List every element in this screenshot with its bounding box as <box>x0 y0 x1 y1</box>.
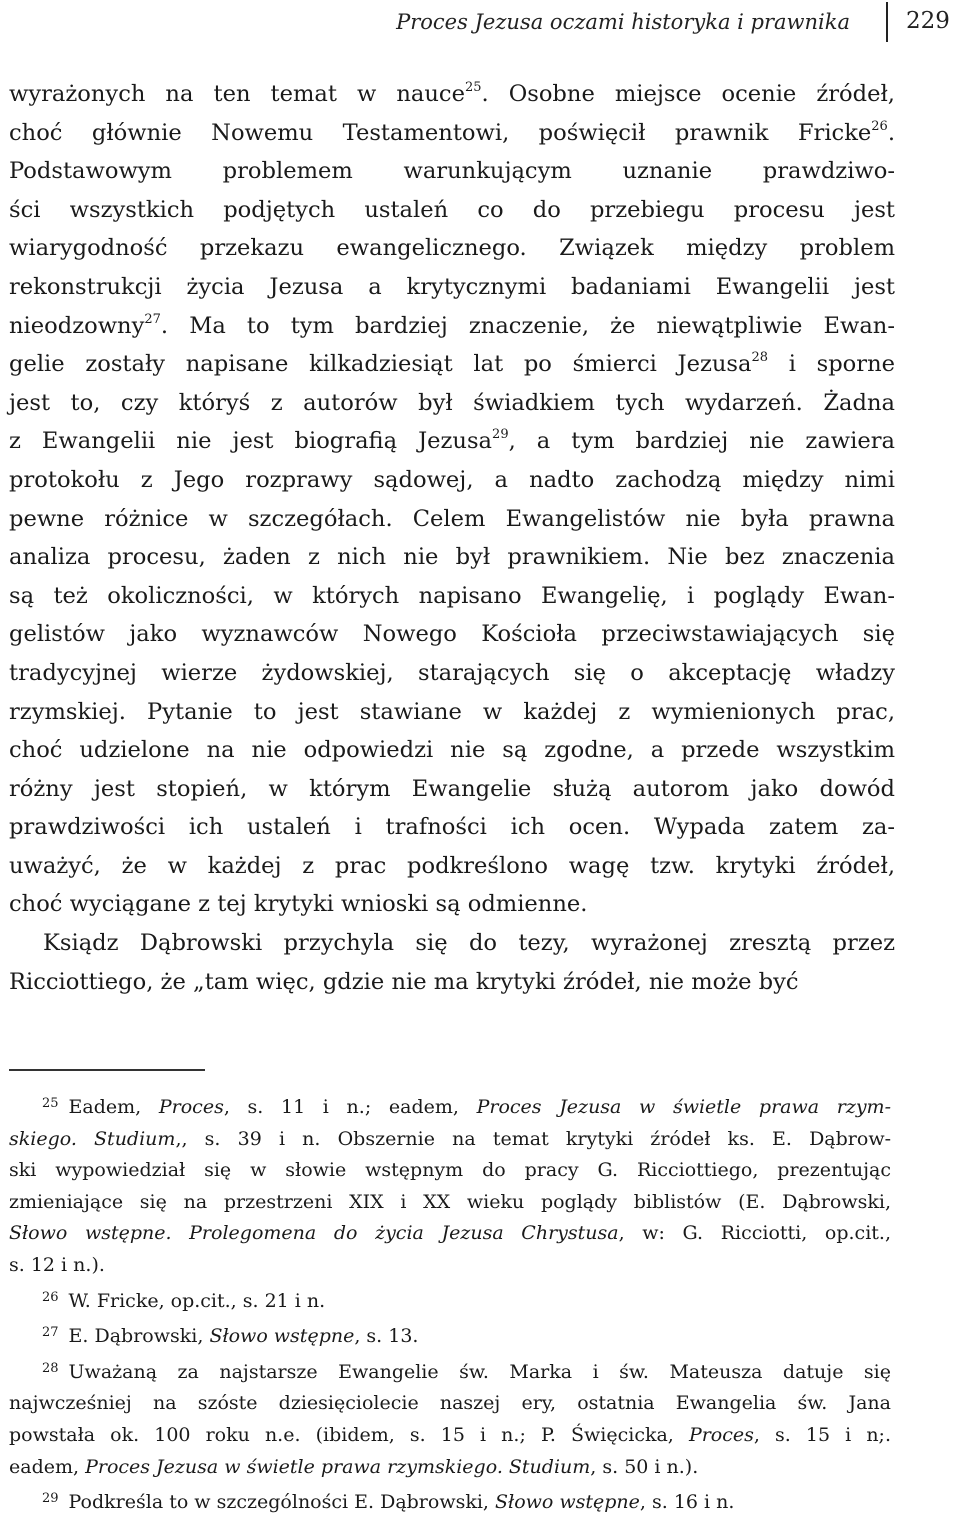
footnote <box>9 1092 891 1282</box>
footnote-line <box>9 1357 891 1389</box>
text-run: eadem, <box>9 1455 86 1478</box>
running-title: Proces Jezusa oczami historyka i prawnika <box>396 10 850 34</box>
body-line <box>9 770 895 809</box>
text-run: Podstawowym problemem warunkującym uznanie prawdziwo- <box>9 158 895 185</box>
header-divider <box>886 2 888 42</box>
text-run: ści wszystkich podjętych ustaleń co do przebiegu procesu jest <box>9 196 895 223</box>
text-run: ,, s. 39 i n. Obszernie na temat krytyki źródeł ks. E. Dąbrow- <box>175 1127 892 1150</box>
footnote-line <box>9 1155 891 1187</box>
italic-title: Proces Jezusa w świetle prawa rzymskiego. Studium <box>85 1455 591 1478</box>
body-line <box>9 75 895 114</box>
body-line <box>9 114 895 153</box>
text-run: , s. 11 i n.; eadem, <box>223 1096 477 1118</box>
italic-title: Proces <box>688 1423 754 1446</box>
body-line <box>9 847 895 886</box>
italic-title: skiego. Studium <box>9 1127 176 1150</box>
body-line <box>9 654 895 693</box>
footnote <box>9 1357 891 1483</box>
text-run: , s. 16 i n. <box>639 1491 735 1514</box>
footnote-reference: 27 <box>144 311 161 327</box>
text-run: powstała ok. 100 roku n.e. (ibidem, s. 15 i n.; P. Święcicka, <box>9 1423 689 1446</box>
text-run: , a tym bardziej nie zawiera <box>508 428 895 455</box>
body-line <box>9 693 895 732</box>
body-line <box>9 615 895 654</box>
footnote-reference: 29 <box>492 427 509 443</box>
text-run: W. Fricke, op.cit., s. 21 i n. <box>68 1289 326 1312</box>
text-run: protokołu z Jego rozprawy sądowej, a nadto zachodzą między nimi <box>9 466 895 493</box>
page-header <box>0 0 960 48</box>
text-run: Ksiądz Dąbrowski przychyla się do tezy, wyrażonej zresztą przez <box>43 930 895 957</box>
text-run: prawdziwości ich ustaleń i trafności ich ocen. Wypada zatem za- <box>9 814 895 841</box>
text-run: choć głównie Nowemu Testamentowi, poświęcił prawnik Fricke <box>9 119 872 146</box>
footnote-line <box>9 1420 891 1452</box>
footnote-reference: 26 <box>871 118 888 134</box>
text-run: pewne różnice w szczegółach. Celem Ewangelistów nie była prawna <box>9 505 895 532</box>
text-run: Ricciottiego, że „tam więc, gdzie nie ma krytyki źródeł, nie może być <box>9 968 799 995</box>
text-run: nieodzowny <box>9 312 145 339</box>
text-run: gelistów jako wyznawców Nowego Kościoła przeciwstawiających się <box>9 621 895 648</box>
body-line <box>9 268 895 307</box>
footnote-separator <box>9 1069 205 1071</box>
text-run: choć wyciągane z tej krytyki wnioski są odmienne. <box>9 891 588 918</box>
body-line <box>9 191 895 230</box>
text-run: , s. 13. <box>354 1325 419 1348</box>
footnote <box>9 1321 891 1353</box>
text-run: gelie zostały napisane kilkadziesiąt lat po śmierci Jezusa <box>9 351 752 378</box>
body-line <box>9 885 895 924</box>
text-run: i sporne <box>768 351 895 378</box>
text-run: , s. 50 i n.). <box>590 1455 699 1478</box>
footnote-line <box>9 1092 891 1124</box>
text-run: jest to, czy któryś z autorów był świadkiem tych wydarzeń. Żadna <box>9 389 895 416</box>
body-line <box>9 345 895 384</box>
footnote-line <box>9 1321 891 1353</box>
text-run: s. 12 i n.). <box>9 1253 105 1276</box>
footnote-line <box>9 1124 891 1156</box>
body-line <box>9 963 895 1002</box>
footnote-line <box>9 1187 891 1219</box>
text-run: rzymskiej. Pytanie to jest stawiane w każdej z wymienionych prac, <box>9 698 895 725</box>
footnote-number: 29 <box>42 1491 59 1507</box>
footnote-number: 25 <box>42 1096 59 1111</box>
footnote-number: 27 <box>42 1325 59 1341</box>
footnote-number: 26 <box>42 1289 59 1305</box>
body-line <box>9 924 895 963</box>
body-line <box>9 152 895 191</box>
body-line <box>9 538 895 577</box>
body-line <box>9 461 895 500</box>
body-line <box>9 229 895 268</box>
footnote-line <box>9 1250 891 1282</box>
text-run: . Osobne miejsce ocenie źródeł, <box>481 81 895 107</box>
text-run: . Ma to tym bardziej znaczenie, że niewątpliwie Ewan- <box>160 312 895 339</box>
text-run: tradycyjnej wierze żydowskiej, starających się o akceptację władzy <box>9 659 895 686</box>
text-run: wyrażonych na ten temat w nauce <box>9 81 465 107</box>
body-line <box>9 384 895 423</box>
text-run: z Ewangelii nie jest biografią Jezusa <box>9 428 493 455</box>
footnote-line <box>9 1388 891 1420</box>
italic-title: Proces Jezusa w świetle prawa rzym- <box>476 1096 891 1118</box>
text-run: Uważaną za najstarsze Ewangelie św. Marka i św. Mateusza datuje się <box>68 1360 891 1383</box>
body-line <box>9 808 895 847</box>
footnote-line <box>9 1218 891 1250</box>
text-run: najwcześniej na szóste dziesięciolecie naszej ery, ostatnia Ewangelia św. Jana <box>9 1392 891 1415</box>
text-run: są też okoliczności, w których napisano Ewangelię, i poglądy Ewan- <box>9 582 895 609</box>
footnote-line <box>9 1452 891 1484</box>
footnote-reference: 28 <box>751 350 769 366</box>
footnote-reference: 25 <box>464 80 482 95</box>
body-text <box>9 75 895 1001</box>
text-run: zmieniające się na przestrzeni XIX i XX wieku poglądy biblistów (E. Dąbrowski, <box>9 1190 891 1213</box>
italic-title: Słowo wstępne <box>209 1325 355 1348</box>
text-run: rekonstrukcji życia Jezusa a krytycznymi badaniami Ewangelii jest <box>9 273 895 300</box>
text-run: , s. 15 i n;. <box>753 1423 892 1446</box>
text-run: Podkreśla to w szczególności E. Dąbrowski, <box>68 1491 496 1514</box>
footnote-line <box>9 1286 891 1318</box>
page-number: 229 <box>906 8 950 34</box>
text-run: E. Dąbrowski, <box>68 1325 210 1348</box>
text-run: różny jest stopień, w którym Ewangelie służą autorom jako dowód <box>9 775 895 802</box>
body-line <box>9 422 895 461</box>
text-run: wiarygodność przekazu ewangelicznego. Związek między problem <box>9 235 895 262</box>
footnote-number: 28 <box>42 1360 59 1376</box>
italic-title: Słowo wstępne <box>495 1491 640 1514</box>
text-run: , w: G. Ricciotti, op.cit., <box>618 1222 891 1245</box>
text-run: uważyć, że w każdej z prac podkreślono wagę tzw. krytyki źródeł, <box>9 852 895 879</box>
italic-title: Słowo wstępne. Prolegomena do życia Jezusa Chrystusa <box>9 1222 619 1245</box>
text-run: . <box>887 119 895 146</box>
body-line <box>9 500 895 539</box>
italic-title: Proces <box>158 1096 224 1118</box>
text-run: Eadem, <box>68 1096 159 1118</box>
text-run: choć udzielone na nie odpowiedzi nie są zgodne, a przede wszystkim <box>9 737 895 764</box>
body-line <box>9 577 895 616</box>
text-run: analiza procesu, żaden z nich nie był prawnikiem. Nie bez znaczenia <box>9 544 895 571</box>
footnotes <box>9 1092 891 1519</box>
footnote <box>9 1286 891 1318</box>
body-line <box>9 731 895 770</box>
text-run: ski wypowiedział się w słowie wstępnym do pracy G. Ricciottiego, prezentując <box>9 1159 891 1182</box>
body-line <box>9 307 895 346</box>
